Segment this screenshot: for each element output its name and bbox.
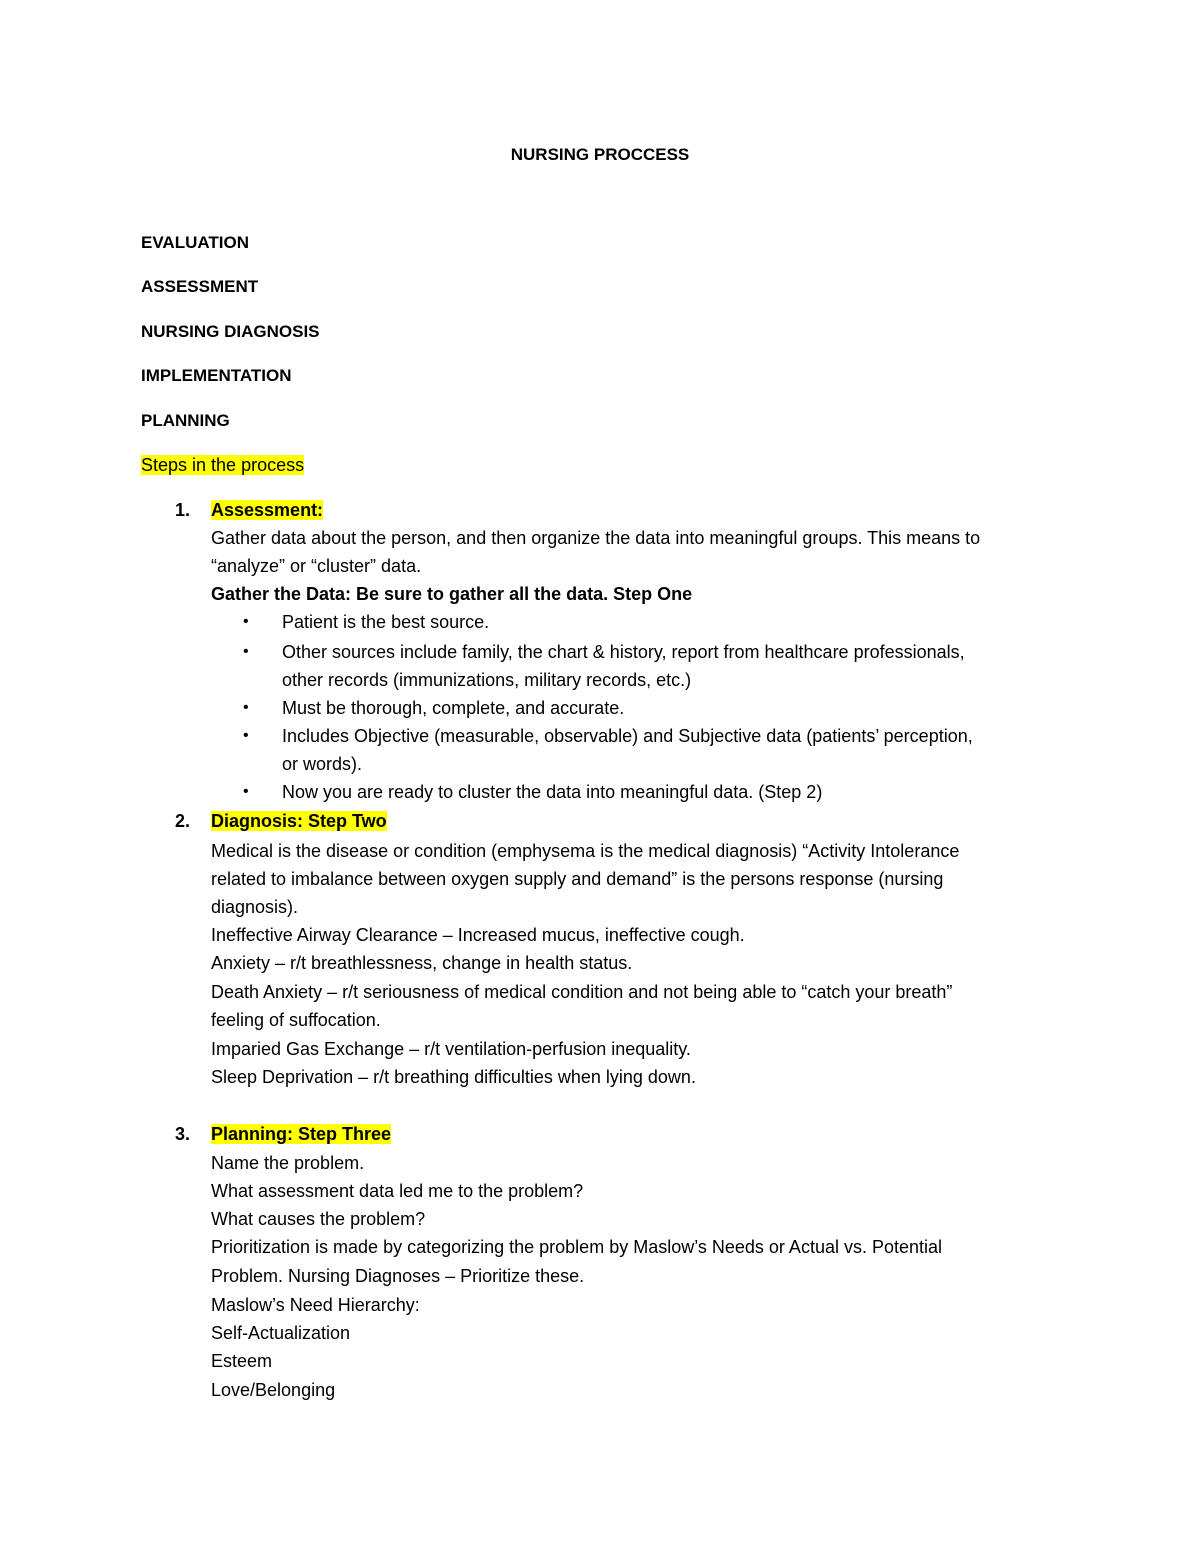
stage-item: EVALUATION: [141, 233, 249, 252]
paragraph-line: Maslow’s Need Hierarchy:: [211, 1295, 420, 1315]
paragraph-line: Imparied Gas Exchange – r/t ventilation-perfusion inequality.: [211, 1039, 691, 1059]
section-number: 2.: [175, 811, 191, 831]
bullet-icon: •: [243, 727, 249, 744]
stage-item: NURSING DIAGNOSIS: [141, 321, 320, 341]
page-title: NURSING PROCCESS: [510, 145, 690, 164]
highlighted-text: Assessment:: [211, 500, 324, 520]
paragraph-line: Ineffective Airway Clearance – Increased mucus, ineffective cough.: [211, 925, 745, 945]
paragraph-line: Sleep Deprivation – r/t breathing difficulties when lying down.: [211, 1067, 696, 1087]
bullet-icon: •: [243, 699, 249, 716]
stage-item: IMPLEMENTATION: [141, 366, 292, 386]
bullet-item: Includes Objective (measurable, observable) and Subjective data (patients’ perception,: [282, 726, 973, 746]
section-heading: [211, 1121, 391, 1147]
paragraph-line: feeling of suffocation.: [211, 1010, 381, 1030]
paragraph-line: What causes the problem?: [211, 1209, 426, 1229]
section-number: 1.: [175, 500, 191, 520]
highlighted-text: Steps in the process: [141, 455, 305, 475]
bullet-item-continued: or words).: [282, 754, 363, 774]
paragraph-line: Esteem: [211, 1351, 273, 1371]
stage-list: [141, 232, 320, 454]
bullet-icon: •: [243, 613, 249, 630]
highlighted-text: Diagnosis: Step Two: [211, 811, 387, 831]
subheading: Gather the Data: Be sure to gather all the data. Step One: [211, 584, 693, 604]
paragraph-line: “analyze” or “cluster” data.: [211, 556, 422, 576]
paragraph-line: Medical is the disease or condition (emphysema is the medical diagnosis) “Activity Intolerance: [211, 841, 960, 861]
paragraph-line: Anxiety – r/t breathlessness, change in health status.: [211, 953, 633, 973]
bullet-item: Must be thorough, complete, and accurate.: [282, 698, 625, 718]
highlighted-text: Planning: Step Three: [211, 1124, 392, 1144]
paragraph-line: Problem. Nursing Diagnoses – Prioritize these.: [211, 1266, 585, 1286]
stage-item: ASSESSMENT: [141, 277, 259, 297]
bullet-item-continued: other records (immunizations, military records, etc.): [282, 670, 692, 690]
bullet-icon: •: [243, 643, 249, 660]
paragraph-line: Gather data about the person, and then organize the data into meaningful groups. This means to: [211, 528, 981, 548]
paragraph-line: Self-Actualization: [211, 1323, 351, 1343]
section-heading: [211, 497, 323, 523]
paragraph-line: Death Anxiety – r/t seriousness of medical condition and not being able to “catch your breath”: [211, 982, 953, 1002]
section-number: 3.: [175, 1124, 191, 1144]
bullet-item: Other sources include family, the chart & history, report from healthcare professionals,: [282, 642, 965, 662]
paragraph-line: Name the problem.: [211, 1153, 365, 1173]
paragraph-line: Love/Belonging: [211, 1380, 336, 1400]
section-heading: [211, 808, 387, 834]
steps-heading: [141, 453, 304, 477]
bullet-icon: •: [243, 783, 249, 800]
paragraph-line: related to imbalance between oxygen supply and demand” is the persons response (nursing: [211, 869, 944, 889]
paragraph-line: diagnosis).: [211, 897, 299, 917]
bullet-item: Now you are ready to cluster the data into meaningful data. (Step 2): [282, 782, 823, 802]
paragraph-line: Prioritization is made by categorizing the problem by Maslow’s Needs or Actual vs. Potential: [211, 1237, 943, 1257]
stage-item: PLANNING: [141, 410, 230, 430]
bullet-item: Patient is the best source.: [282, 612, 490, 632]
paragraph-line: What assessment data led me to the problem?: [211, 1181, 584, 1201]
